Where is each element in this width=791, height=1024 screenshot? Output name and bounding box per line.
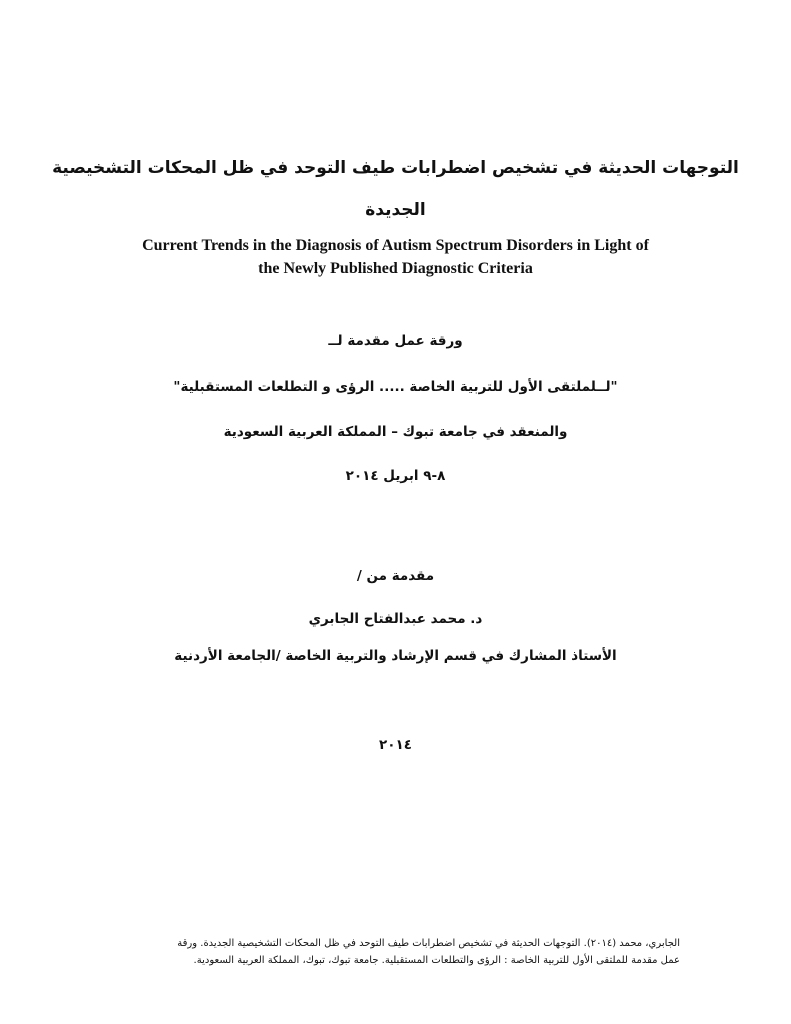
- arabic-title-line-2: الجديدة: [365, 200, 426, 220]
- author-name: د. محمد عبدالفتاح الجابري: [308, 611, 483, 627]
- event-dates: ٨-٩ ابريل ٢٠١٤: [345, 468, 446, 484]
- english-title-line-1: Current Trends in the Diagnosis of Autism Spectrum Disorders in Light of: [142, 237, 649, 254]
- presented-by-label: مقدمة من /: [356, 568, 435, 584]
- forum-name: "لــلملتقى الأول للتربية الخاصة ..... الرؤى و التطلعات المستقبلية": [173, 379, 618, 395]
- venue: والمنعقد في جامعة تبوك – المملكة العربية السعودية: [223, 424, 568, 440]
- citation-line-1: الجابري، محمد (٢٠١٤). التوجهات الحديثة في تشخيص اضطرابات طيف التوحد في ظل المحكات التشخيصية الجديدة. ورقة: [177, 938, 680, 949]
- english-title-line-2: the Newly Published Diagnostic Criteria: [258, 260, 533, 277]
- arabic-title-line-1: التوجهات الحديثة في تشخيص اضطرابات طيف التوحد في ظل المحكات التشخيصية: [52, 158, 739, 178]
- citation-line-2: عمل مقدمة للملتقى الأول للتربية الخاصة : الرؤى والتطلعات المستقبلية. جامعة تبوك، تبوك، المملكة العربية السعودية.: [193, 955, 680, 966]
- paper-intro: ورقة عمل مقدمة لــ: [328, 333, 463, 349]
- publication-year: ٢٠١٤: [379, 737, 412, 753]
- author-position: الأستاذ المشارك في قسم الإرشاد والتربية الخاصة /الجامعة الأردنية: [174, 648, 617, 664]
- citation-footnote: [140, 935, 680, 969]
